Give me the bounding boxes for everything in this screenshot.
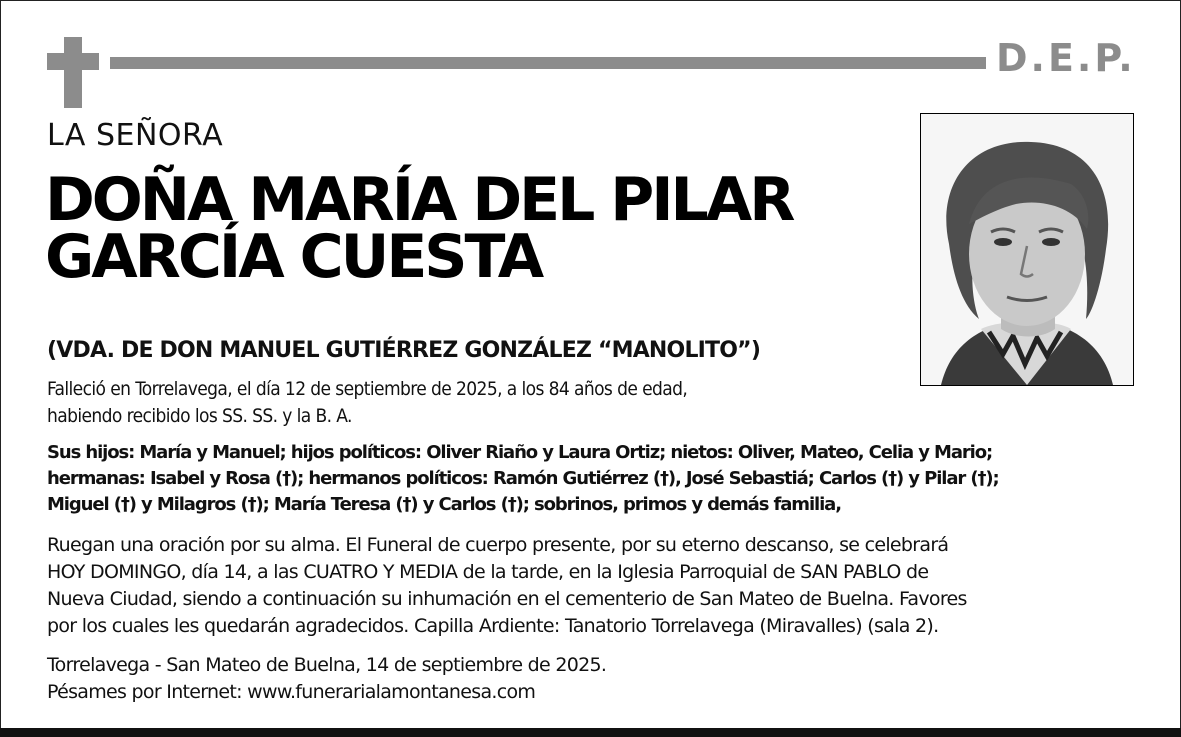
funeral-details bbox=[47, 532, 1157, 640]
family-line: hermanas: Isabel y Rosa (†); hermanos políticos: Ramón Gutiérrez (†), José Sebastiá; Carlos (†) y Pilar (†); bbox=[47, 468, 999, 489]
family-list bbox=[47, 440, 1157, 518]
salutation: LA SEÑORA bbox=[47, 118, 224, 153]
bottom-border bbox=[0, 728, 1181, 737]
funeral-line: por los cuales les quedarán agradecidos. Capilla Ardiente: Tanatorio Torrelavega (Miravalles) (sala 2). bbox=[47, 615, 939, 637]
condolence-website: Pésames por Internet: www.funerarialamontanesa.com bbox=[47, 681, 536, 703]
place-date: Torrelavega - San Mateo de Buelna, 14 de septiembre de 2025. bbox=[47, 654, 607, 676]
cross-icon bbox=[64, 37, 82, 108]
footer bbox=[47, 652, 1047, 706]
dep-mark: D.E.P. bbox=[996, 36, 1136, 80]
header-rule bbox=[110, 57, 986, 69]
portrait-icon bbox=[921, 114, 1133, 385]
deceased-name bbox=[45, 165, 905, 292]
name-line: GARCÍA CUESTA bbox=[45, 222, 542, 292]
name-line: DOÑA MARÍA DEL PILAR bbox=[45, 165, 793, 235]
family-line: Sus hijos: María y Manuel; hijos políticos: Oliver Riaño y Laura Ortiz; nietos: Oliver, Mateo, Celia y Mario; bbox=[47, 442, 993, 463]
family-line: Miguel (†) y Milagros (†); María Teresa (†) y Carlos (†); sobrinos, primos y demás familia, bbox=[47, 494, 841, 515]
funeral-line: HOY DOMINGO, día 14, a las CUATRO Y MEDIA de la tarde, en la Iglesia Parroquial de SAN PABLO de bbox=[47, 561, 929, 583]
funeral-line: Ruegan una oración por su alma. El Funeral de cuerpo presente, por su eterno descanso, se celebrará bbox=[47, 534, 949, 556]
death-line: Falleció en Torrelavega, el día 12 de septiembre de 2025, a los 84 años de edad, bbox=[47, 378, 688, 400]
portrait-photo bbox=[920, 113, 1134, 386]
funeral-line: Nueva Ciudad, siendo a continuación su inhumación en el cementerio de San Mateo de Buelna. Favores bbox=[47, 588, 967, 610]
cross-icon-arm bbox=[47, 53, 99, 70]
death-details bbox=[47, 376, 887, 430]
death-line: habiendo recibido los SS. SS. y la B. A. bbox=[47, 405, 352, 427]
widow-line: (VDA. DE DON MANUEL GUTIÉRREZ GONZÁLEZ “MANOLITO”) bbox=[47, 338, 761, 363]
